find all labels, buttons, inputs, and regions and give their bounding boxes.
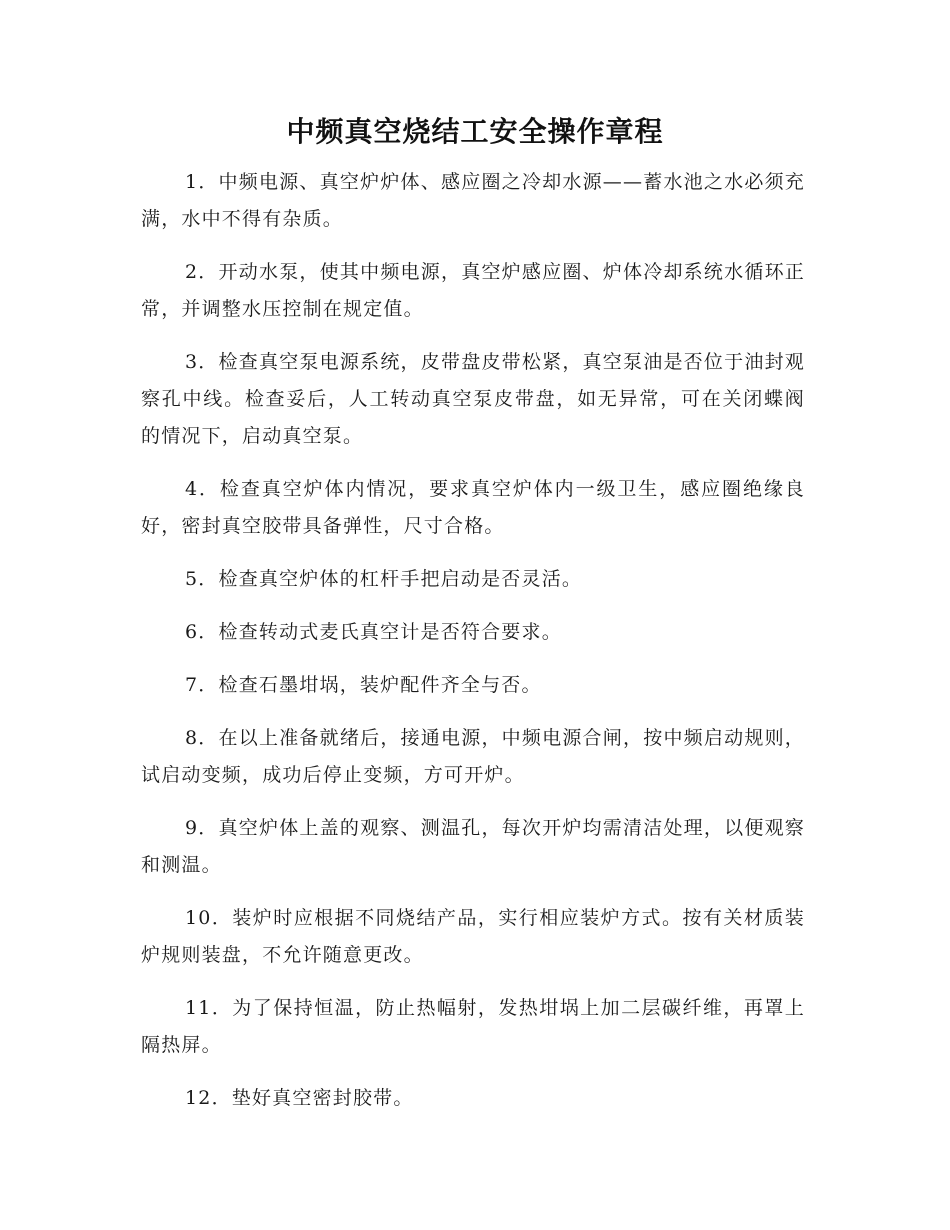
paragraph-7: 7．检查石墨坩埚，装炉配件齐全与否。 [185,674,542,696]
paragraph-3: 3．检查真空泵电源系统，皮带盘皮带松紧，真空泵油是否位于油封观察孔中线。检查妥后，人工转动真空泵皮带盘，如无异常，可在关闭蝶阀的情况下，启动真空泵。 [141,351,805,447]
document-body [141,164,805,1133]
paragraph-8: 8．在以上准备就绪后，接通电源，中频电源合闸，按中频启动规则，试启动变频，成功后停止变频，方可开炉。 [141,727,805,786]
paragraph-12: 12．垫好真空密封胶带。 [185,1087,414,1109]
paragraph-2: 2．开动水泵，使其中频电源，真空炉感应圈、炉体冷却系统水循环正常，并调整水压控制在规定值。 [141,261,805,320]
paragraph-4: 4．检查真空炉体内情况，要求真空炉体内一级卫生，感应圈绝缘良好，密封真空胶带具备弹性，尺寸合格。 [141,478,805,537]
paragraph-1: 1．中频电源、真空炉炉体、感应圈之冷却水源——蓄水池之水必须充满，水中不得有杂质。 [141,171,805,230]
paragraph-10: 10．装炉时应根据不同烧结产品，实行相应装炉方式。按有关材质装炉规则装盘，不允许随意更改。 [141,907,805,966]
paragraph-6: 6．检查转动式麦氏真空计是否符合要求。 [185,621,562,643]
paragraph-5: 5．检查真空炉体的杠杆手把启动是否灵活。 [185,568,583,590]
paragraph-11: 11．为了保持恒温，防止热幅射，发热坩埚上加二层碳纤维，再罩上隔热屏。 [141,997,805,1056]
paragraph-9: 9．真空炉体上盖的观察、测温孔，每次开炉均需清洁处理，以便观察和测温。 [141,817,805,876]
document-title: 中频真空烧结工安全操作章程 [286,115,664,148]
